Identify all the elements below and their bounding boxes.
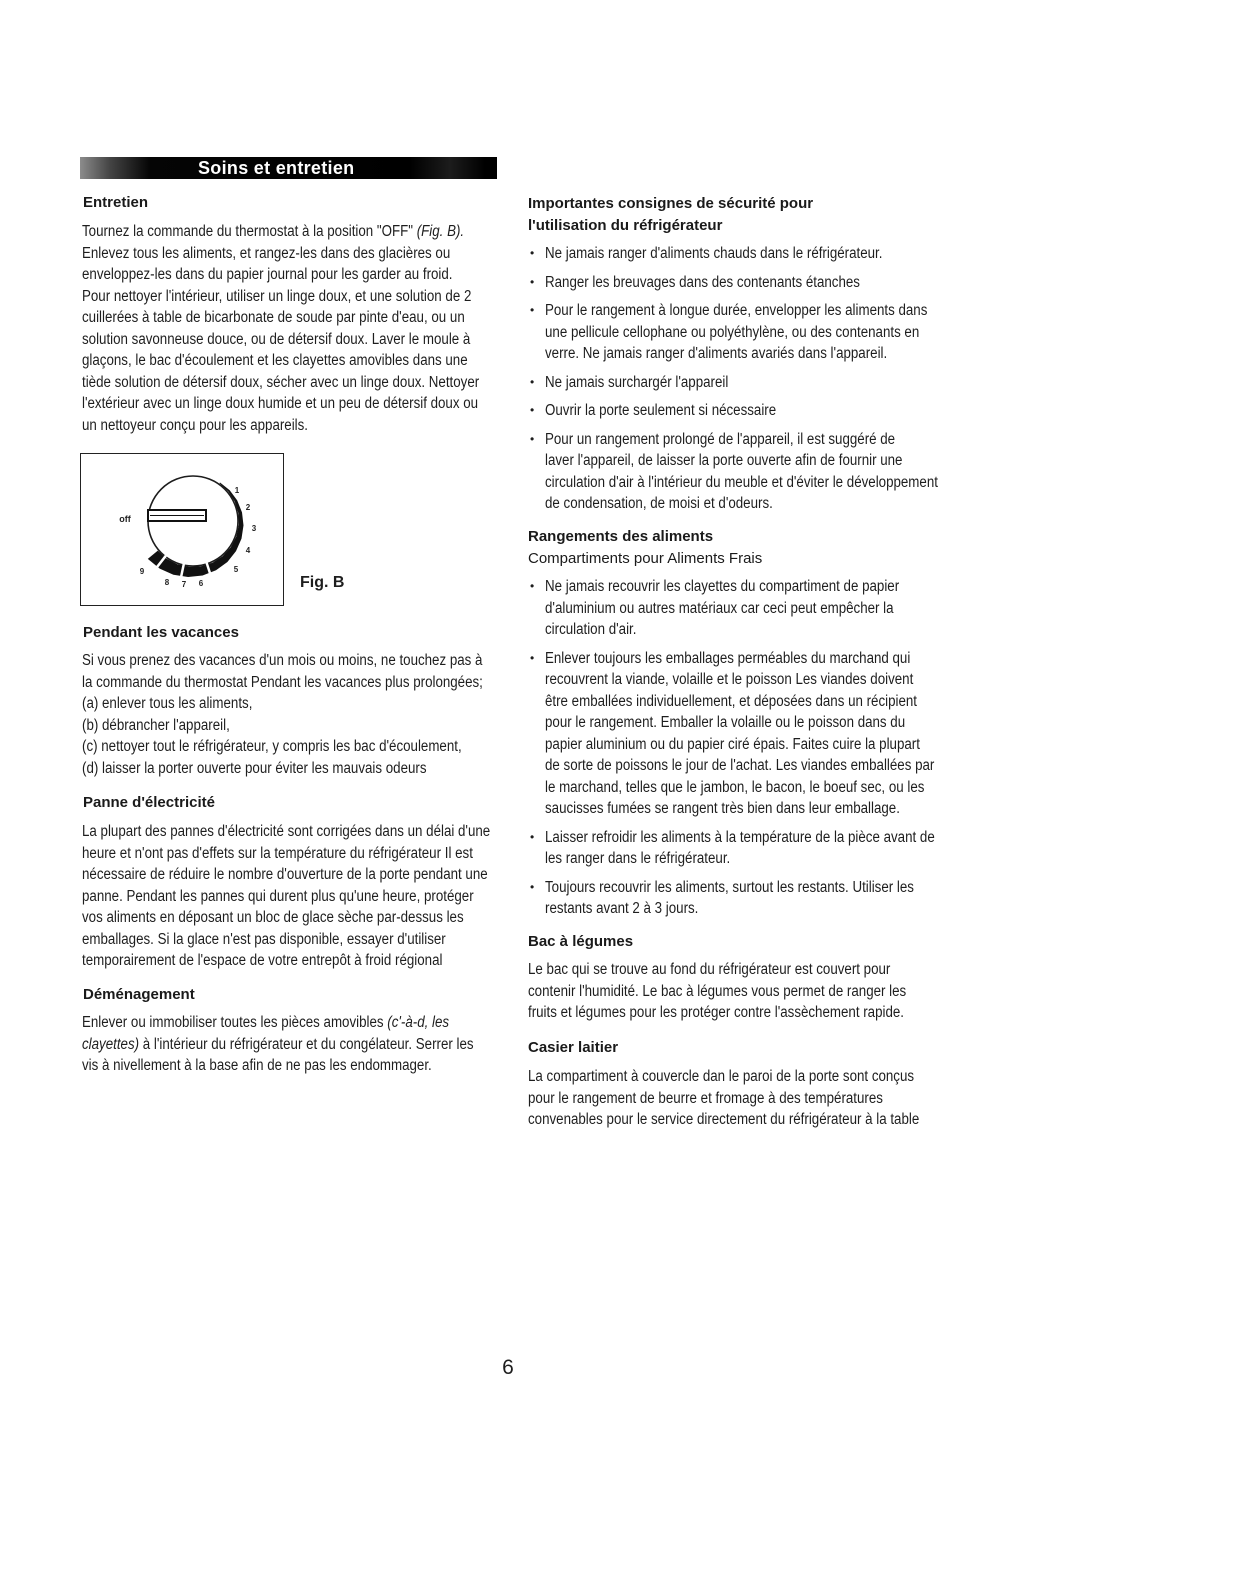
bullet-line: d'aluminium ou autres matériaux car ceci peut empêcher la bbox=[545, 599, 894, 617]
heading-panne: Panne d'électricité bbox=[83, 794, 215, 811]
bullet-line: • Ouvrir la porte seulement si nécessaire bbox=[545, 402, 777, 419]
dial-number-6: 6 bbox=[198, 578, 203, 588]
securite-bullet-list bbox=[528, 243, 1002, 522]
vacances-line: (d) laisser la porter ouverte pour éviter les mauvais odeurs bbox=[82, 759, 427, 777]
bullet-line: verre. Ne jamais ranger d'aliments avariés dans l'appareil. bbox=[545, 345, 888, 362]
entretien-paragraph bbox=[82, 221, 544, 436]
bullet-item bbox=[528, 300, 1002, 365]
bullet-line: • Toujours recouvrir les aliments, surtout les restants. Utiliser les bbox=[545, 878, 914, 896]
vacances-paragraph bbox=[82, 650, 548, 779]
bullet-line: • Pour un rangement prolongé de l'appareil, il est suggéré de bbox=[545, 430, 896, 448]
section-header-bar bbox=[80, 157, 497, 179]
thermostat-dial-illustration bbox=[80, 453, 284, 606]
bullet-line: • Ne jamais recouvrir les clayettes du compartiment de papier bbox=[545, 578, 900, 595]
dial-number-2: 2 bbox=[245, 502, 250, 512]
panne-line: La plupart des pannes d'électricité sont corrigées dans un délai d'une bbox=[82, 823, 491, 840]
bullet-line: circulation d'air. bbox=[545, 621, 637, 638]
bullet-line: de condensation, de moisi et d'odeurs. bbox=[545, 495, 773, 512]
entretien-line: l'extérieur avec un linge doux humide et un peu de détersif doux ou bbox=[82, 395, 479, 412]
vacances-line: (a) enlever tous les aliments, bbox=[82, 695, 253, 712]
bullet-line: les ranger dans le réfrigérateur. bbox=[545, 850, 731, 867]
bullet-line: • Ne jamais surchargér l'appareil bbox=[545, 373, 729, 391]
figure-caption: Fig. B bbox=[300, 574, 345, 591]
demenagement-line bbox=[82, 1034, 474, 1056]
bullet-item bbox=[528, 827, 998, 870]
dial-number-4: 4 bbox=[245, 545, 250, 555]
bullet-line: pour le rangement. Emballer la volaille ou le poisson dans du bbox=[545, 714, 906, 731]
heading-vacances: Pendant les vacances bbox=[83, 624, 239, 641]
panne-line: nécessaire de réduire le nombre d'ouverture de la porte pendant une bbox=[82, 866, 488, 883]
vacances-line: (c) nettoyer tout le réfrigérateur, y compris les bac d'écoulement, bbox=[82, 738, 462, 755]
bullet-line: recouvrent la viande, volaille et le poisson Les viandes doivent bbox=[545, 671, 914, 688]
bac-line: contenir l'humidité. Le bac à légumes vous permet de ranger les bbox=[528, 982, 907, 1000]
bac-line: Le bac qui se trouve au fond du réfrigérateur est couvert pour bbox=[528, 961, 891, 978]
bullet-line: saucisses fumées se rangent très bien dans leur emballage. bbox=[545, 800, 900, 817]
bullet-line: laver l'appareil, de laisser la porte ouverte afin de fournir une bbox=[545, 452, 903, 469]
panne-line: emballages. Si la glace n'est pas disponible, essayer d'utiliser bbox=[82, 930, 446, 948]
entretien-line-text: Tournez la commande du thermostat à la position "OFF" bbox=[82, 223, 414, 240]
demenagement-italic-text: (c'-à-d, les bbox=[387, 1014, 450, 1031]
entretien-line: cuillerées à table de bicarbonate de soude par pinte d'eau, ou un bbox=[82, 309, 465, 326]
subheading-compartiments: Compartiments pour Aliments Frais bbox=[528, 549, 763, 567]
bullet-item bbox=[528, 272, 1002, 294]
dial-off-label: off bbox=[118, 513, 131, 524]
panne-paragraph bbox=[82, 821, 557, 972]
entretien-line: Pour nettoyer l'intérieur, utiliser un linge doux, et une solution de 2 bbox=[82, 287, 472, 305]
thermostat-figure-box bbox=[80, 453, 284, 606]
casier-paragraph bbox=[528, 1066, 983, 1131]
heading-securite bbox=[528, 193, 813, 236]
dial-number-8: 8 bbox=[164, 577, 169, 587]
dial-number-9: 9 bbox=[139, 566, 144, 576]
rangements-bullet-list bbox=[528, 576, 998, 927]
bullet-line: restants avant 2 à 3 jours. bbox=[545, 900, 699, 917]
panne-line: heure et n'ont pas d'effets sur la température du réfrigérateur Il est bbox=[82, 844, 473, 862]
bullet-item bbox=[528, 243, 1002, 265]
bullet-line: le marchand, telles que le jambon, le bacon, le boeuf sec, ou les bbox=[545, 778, 925, 796]
demenagement-italic-text: clayettes) bbox=[82, 1035, 140, 1053]
heading-demenagement: Déménagement bbox=[83, 986, 195, 1003]
vacances-line: Si vous prenez des vacances d'un mois ou moins, ne touchez pas à bbox=[82, 652, 483, 669]
bullet-line: être emballées individuellement, et déposées dans un récipient bbox=[545, 692, 917, 710]
bullet-line: • Ne jamais ranger d'aliments chauds dans le réfrigérateur. bbox=[545, 245, 883, 262]
casier-line: convenables pour le service directement du réfrigérateur à la table bbox=[528, 1111, 920, 1128]
bullet-item bbox=[528, 400, 1002, 422]
bullet-line: de sorte de poissons le jour de l'achat. Les viandes emballées par bbox=[545, 757, 935, 774]
bac-paragraph bbox=[528, 959, 968, 1024]
demenagement-line bbox=[82, 1012, 474, 1034]
bullet-item bbox=[528, 877, 998, 920]
entretien-line: Enlevez tous les aliments, et rangez-les dans des glacières ou bbox=[82, 244, 451, 262]
bac-line: fruits et légumes pour les protéger contre l'assèchement rapide. bbox=[528, 1004, 904, 1021]
heading-rangements bbox=[528, 526, 762, 569]
panne-line: panne. Pendant les pannes qui durent plus qu'une heure, protéger bbox=[82, 887, 474, 905]
panne-line: temporairement de l'espace de votre entrepôt à froid régional bbox=[82, 952, 443, 969]
demenagement-line-text: à l'intérieur du réfrigérateur et du congélateur. Serrer les bbox=[142, 1035, 474, 1053]
temperature-wedge bbox=[147, 482, 243, 577]
heading-bac: Bac à légumes bbox=[528, 933, 634, 950]
bullet-line: • Enlever toujours les emballages perméables du marchand qui bbox=[545, 649, 911, 667]
dial-number-5: 5 bbox=[233, 564, 238, 574]
entretien-line: enveloppez-les dans du papier journal pour les garder au froid. bbox=[82, 266, 453, 283]
demenagement-line: vis à nivellement à la base afin de ne pas les endommager. bbox=[82, 1057, 432, 1074]
vacances-line: (b) débrancher l'appareil, bbox=[82, 716, 230, 734]
panne-line: vos aliments en déposant un bloc de glace sèche par-dessus les bbox=[82, 909, 464, 926]
heading-rangements-title: Rangements des aliments bbox=[528, 528, 714, 545]
heading-entretien: Entretien bbox=[83, 194, 149, 211]
dial-number-7: 7 bbox=[181, 579, 186, 589]
entretien-line bbox=[82, 221, 479, 243]
casier-line: pour le rangement de beurre et fromage à des températures bbox=[528, 1089, 883, 1107]
bullet-line: • Ranger les breuvages dans des contenants étanches bbox=[545, 273, 860, 291]
entretien-line: glaçons, le bac d'écoulement et les clayettes amovibles dans une bbox=[82, 352, 468, 369]
casier-line: La compartiment à couvercle dan le paroi de la porte sont conçus bbox=[528, 1068, 915, 1085]
section-title: Soins et entretien bbox=[198, 158, 355, 178]
bullet-item bbox=[528, 429, 1002, 515]
bullet-line: • Pour le rangement à longue durée, envelopper les aliments dans bbox=[545, 302, 928, 319]
dial-number-1: 1 bbox=[234, 485, 239, 495]
entretien-line: tiède solution de détersif doux, sécher avec un linge doux. Nettoyer bbox=[82, 373, 480, 391]
bullet-line: circulation d'air à l'intérieur du meuble et d'éviter le développement bbox=[545, 473, 938, 491]
dial-number-3: 3 bbox=[251, 523, 256, 533]
bullet-line: une pellicule cellophane ou polyéthylène, ou des contenants en bbox=[545, 323, 920, 341]
bullet-line: papier aluminium ou du papier ciré épais. Faites cuire la plupart bbox=[545, 735, 920, 753]
entretien-line: un nettoyeur conçu pour les appareils. bbox=[82, 416, 309, 434]
bullet-line: • Laisser refroidir les aliments à la température de la pièce avant de bbox=[545, 828, 935, 846]
heading-securite-line: l'utilisation du réfrigérateur bbox=[528, 216, 723, 234]
bullet-item bbox=[528, 648, 998, 820]
bullet-item bbox=[528, 372, 1002, 394]
entretien-line: solution savonneuse douce, ou de détersif doux. Laver le moule à bbox=[82, 330, 471, 348]
page-number: 6 bbox=[502, 1356, 514, 1379]
heading-securite-line: Importantes consignes de sécurité pour bbox=[528, 195, 814, 212]
figure-reference: (Fig. B). bbox=[416, 223, 465, 240]
demenagement-paragraph bbox=[82, 1012, 537, 1077]
vacances-line: la commande du thermostat Pendant les vacances plus prolongées; bbox=[82, 673, 483, 691]
demenagement-line-text: Enlever ou immobiliser toutes les pièces amovibles bbox=[82, 1014, 384, 1031]
bullet-item bbox=[528, 576, 998, 641]
heading-casier: Casier laitier bbox=[528, 1039, 619, 1056]
